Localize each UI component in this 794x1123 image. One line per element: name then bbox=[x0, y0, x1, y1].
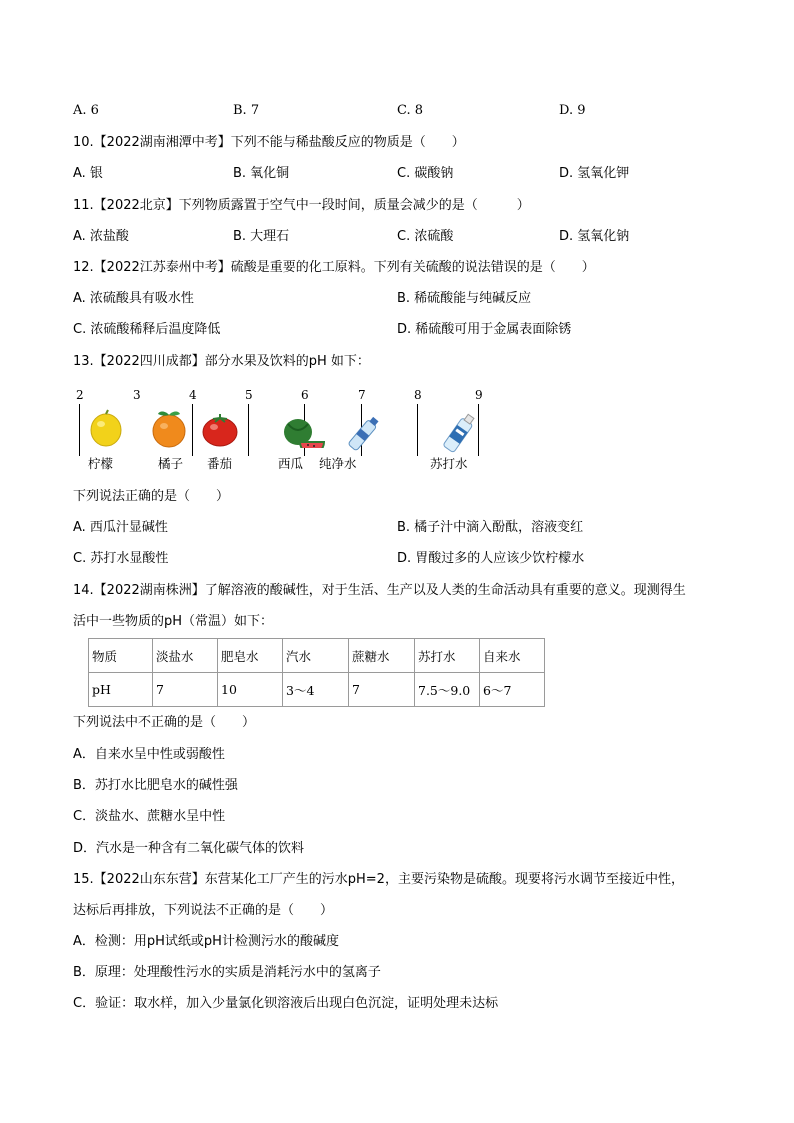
q12-option-b: B. 稀硫酸能与纯碱反应 bbox=[397, 291, 532, 306]
q12-stem: 12.【2022江苏泰州中考】硫酸是重要的化工原料。下列有关硫酸的说法错误的是（ ） bbox=[73, 260, 595, 275]
table-cell: 7 bbox=[349, 673, 415, 707]
ph-number: 5 bbox=[245, 388, 253, 402]
q11-option-c: C. 浓硫酸 bbox=[397, 229, 454, 244]
table-cell: 肥皂水 bbox=[218, 639, 283, 673]
q11-option-a: A. 浓盐酸 bbox=[73, 229, 129, 244]
q11-option-d: D. 氢氧化钠 bbox=[559, 229, 630, 244]
q13-option-b: B. 橘子汁中滴入酚酞，溶液变红 bbox=[397, 520, 584, 535]
table-cell: 苏打水 bbox=[415, 639, 480, 673]
ph-number: 4 bbox=[189, 388, 197, 402]
table-cell: 物质 bbox=[89, 639, 153, 673]
table-cell: 汽水 bbox=[283, 639, 349, 673]
orange-icon bbox=[150, 408, 188, 448]
q14-option-c: C．淡盐水、蔗糖水呈中性 bbox=[73, 809, 226, 824]
ph-tick bbox=[79, 404, 80, 456]
ph-number: 2 bbox=[76, 388, 84, 402]
q14-stem-line1: 14.【2022湖南株洲】了解溶液的酸碱性，对于生活、生产以及人类的生命活动具有重要的意义。现测得生 bbox=[73, 583, 686, 598]
q15-stem-line2: 达标后再排放，下列说法不正确的是（ ） bbox=[73, 903, 334, 918]
q13-option-c: C. 苏打水显酸性 bbox=[73, 551, 169, 566]
q15-stem-line1: 15.【2022山东东营】东营某化工厂产生的污水pH=2，主要污染物是硫酸。现要将污水调节至接近中性， bbox=[73, 872, 684, 887]
q9-option-b: B. 7 bbox=[233, 103, 260, 118]
q11-stem: 11.【2022北京】下列物质露置于空气中一段时间，质量会减少的是（ ） bbox=[73, 198, 530, 213]
q15-option-b: B．原理：处理酸性污水的实质是消耗污水中的氢离子 bbox=[73, 965, 381, 980]
q10-option-b: B. 氧化铜 bbox=[233, 166, 290, 181]
water-bottle-icon bbox=[345, 412, 383, 456]
q12-option-a: A. 浓硫酸具有吸水性 bbox=[73, 291, 194, 306]
q10-stem: 10.【2022湖南湘潭中考】下列不能与稀盐酸反应的物质是（ ） bbox=[73, 135, 465, 150]
q14-option-d: D．汽水是一种含有二氧化碳气体的饮料 bbox=[73, 841, 305, 856]
ph-number: 7 bbox=[358, 388, 366, 402]
table-cell: 7 bbox=[153, 673, 218, 707]
ph-number: 8 bbox=[414, 388, 422, 402]
q12-option-d: D. 稀硫酸可用于金属表面除锈 bbox=[397, 322, 572, 337]
table-cell: 自来水 bbox=[480, 639, 545, 673]
table-cell: 6～7 bbox=[480, 673, 545, 707]
ph-item-soda-water: 苏打水 bbox=[430, 456, 468, 471]
ph-item-orange: 橘子 bbox=[158, 456, 184, 471]
q10-option-d: D. 氢氧化钾 bbox=[559, 166, 630, 181]
table-cell: 淡盐水 bbox=[153, 639, 218, 673]
soda-water-bottle-icon bbox=[440, 410, 480, 456]
table-cell: 蔗糖水 bbox=[349, 639, 415, 673]
ph-item-lemon: 柠檬 bbox=[88, 456, 114, 471]
table-row bbox=[89, 673, 545, 707]
ph-tick bbox=[248, 404, 249, 456]
ph-item-pure-water: 纯净水 bbox=[319, 456, 357, 471]
table-cell: 3～4 bbox=[283, 673, 349, 707]
q14-option-b: B．苏打水比肥皂水的碱性强 bbox=[73, 778, 238, 793]
ph-number: 6 bbox=[301, 388, 309, 402]
q11-option-b: B. 大理石 bbox=[233, 229, 290, 244]
q9-option-c: C. 8 bbox=[397, 103, 424, 118]
ph-tick bbox=[192, 404, 193, 456]
q10-option-a: A. 银 bbox=[73, 166, 103, 181]
table-cell: 7.5～9.0 bbox=[415, 673, 480, 707]
q13-option-d: D. 胃酸过多的人应该少饮柠檬水 bbox=[397, 551, 585, 566]
lemon-icon bbox=[88, 408, 124, 448]
ph-scale-figure bbox=[72, 388, 492, 474]
tomato-icon bbox=[201, 410, 239, 448]
ph-tick bbox=[417, 404, 418, 456]
watermelon-icon bbox=[282, 416, 326, 448]
ph-number: 3 bbox=[133, 388, 141, 402]
ph-number: 9 bbox=[475, 388, 483, 402]
ph-item-tomato: 番茄 bbox=[207, 456, 233, 471]
q9-option-a: A. 6 bbox=[73, 103, 99, 118]
q13-option-a: A. 西瓜汁显碱性 bbox=[73, 520, 168, 535]
q12-option-c: C. 浓硫酸稀释后温度降低 bbox=[73, 322, 221, 337]
q14-question: 下列说法中不正确的是（ ） bbox=[73, 715, 256, 730]
q15-option-a: A．检测：用pH试纸或pH计检测污水的酸碱度 bbox=[73, 934, 339, 949]
ph-item-watermelon: 西瓜 bbox=[278, 456, 304, 471]
table-cell: pH bbox=[89, 673, 153, 707]
q13-question: 下列说法正确的是（ ） bbox=[73, 489, 230, 504]
q10-option-c: C. 碳酸钠 bbox=[397, 166, 454, 181]
q14-stem-line2: 活中一些物质的pH（常温）如下： bbox=[73, 614, 274, 629]
table-cell: 10 bbox=[218, 673, 283, 707]
table-header-row bbox=[89, 639, 545, 673]
q9-option-d: D. 9 bbox=[559, 103, 586, 118]
q13-stem: 13.【2022四川成都】部分水果及饮料的pH 如下： bbox=[73, 354, 370, 369]
q14-option-a: A．自来水呈中性或弱酸性 bbox=[73, 747, 225, 762]
ph-table bbox=[88, 638, 545, 707]
q15-option-c: C．验证：取水样，加入少量氯化钡溶液后出现白色沉淀，证明处理未达标 bbox=[73, 996, 499, 1011]
